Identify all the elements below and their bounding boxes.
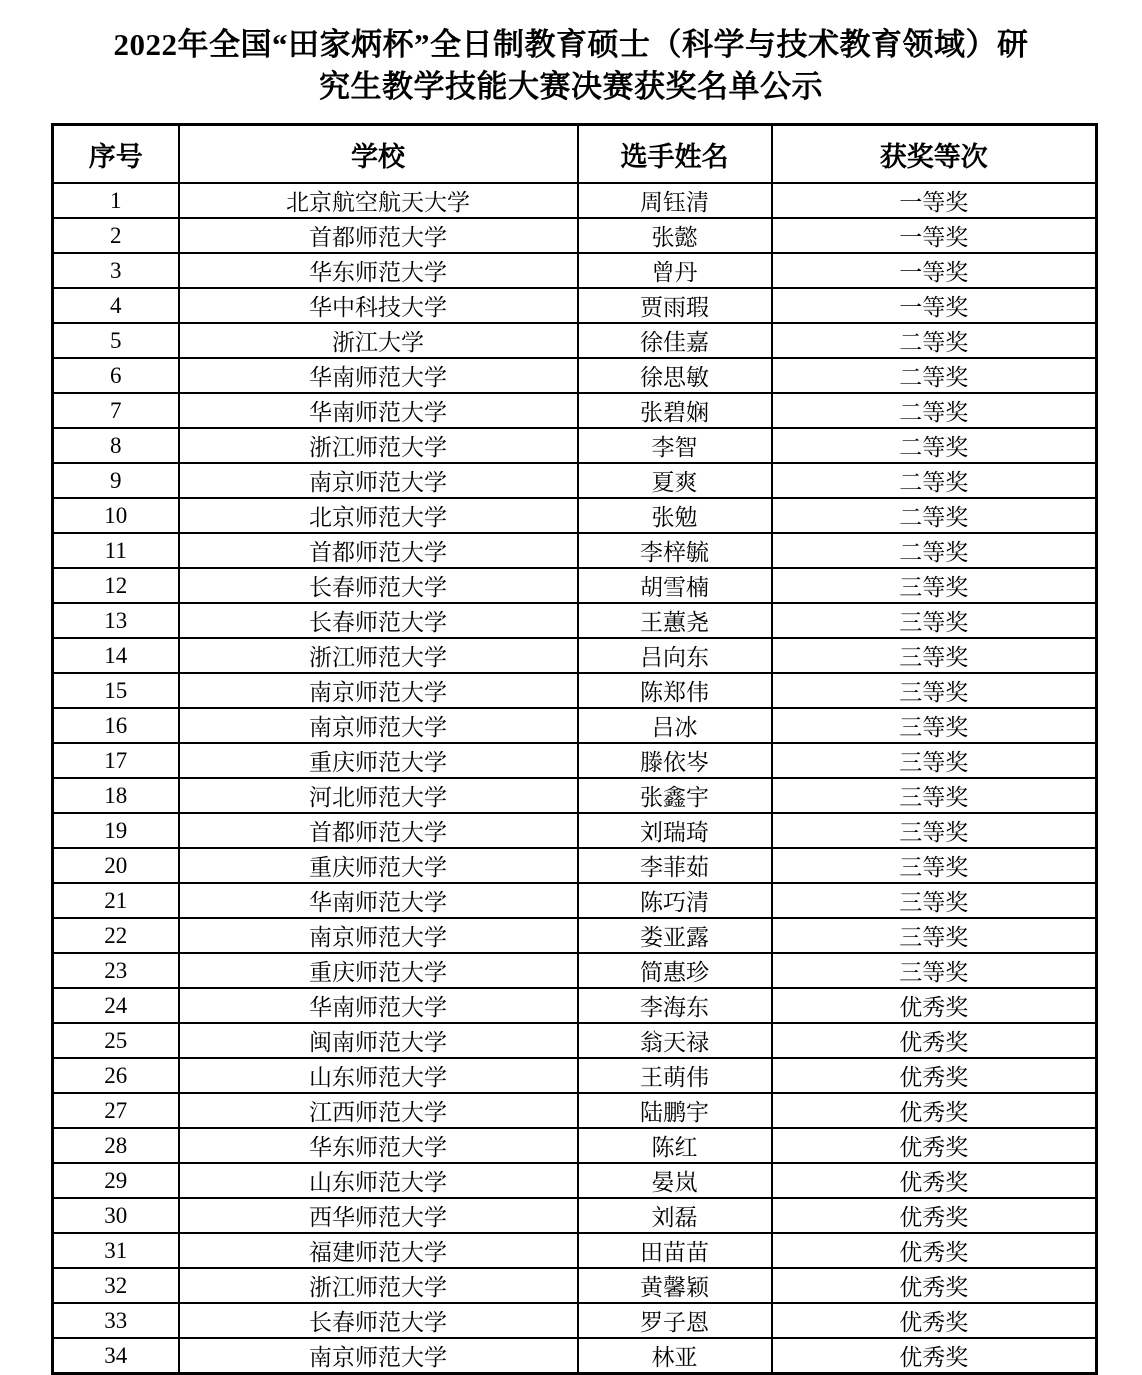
cell-school: 重庆师范大学 bbox=[179, 848, 578, 883]
cell-award-level: 一等奖 bbox=[772, 253, 1097, 288]
cell-serial-number: 28 bbox=[53, 1128, 179, 1163]
cell-award-level: 二等奖 bbox=[772, 533, 1097, 568]
cell-award-level: 一等奖 bbox=[772, 183, 1097, 218]
cell-award-level: 三等奖 bbox=[772, 883, 1097, 918]
cell-award-level: 三等奖 bbox=[772, 673, 1097, 708]
cell-serial-number: 19 bbox=[53, 813, 179, 848]
table-row bbox=[53, 218, 1097, 253]
cell-school: 福建师范大学 bbox=[179, 1233, 578, 1268]
cell-serial-number: 23 bbox=[53, 953, 179, 988]
cell-award-level: 二等奖 bbox=[772, 463, 1097, 498]
cell-school: 江西师范大学 bbox=[179, 1093, 578, 1128]
table-row bbox=[53, 323, 1097, 358]
cell-serial-number: 2 bbox=[53, 218, 179, 253]
cell-award-level: 优秀奖 bbox=[772, 1163, 1097, 1198]
cell-school: 首都师范大学 bbox=[179, 813, 578, 848]
table-row bbox=[53, 778, 1097, 813]
cell-contestant-name: 李智 bbox=[578, 428, 772, 463]
cell-award-level: 三等奖 bbox=[772, 708, 1097, 743]
cell-contestant-name: 刘磊 bbox=[578, 1198, 772, 1233]
cell-school: 南京师范大学 bbox=[179, 918, 578, 953]
cell-award-level: 三等奖 bbox=[772, 918, 1097, 953]
cell-award-level: 优秀奖 bbox=[772, 1303, 1097, 1338]
table-row bbox=[53, 1233, 1097, 1268]
cell-school: 山东师范大学 bbox=[179, 1058, 578, 1093]
header-serial-number: 序号 bbox=[53, 125, 179, 184]
cell-contestant-name: 徐思敏 bbox=[578, 358, 772, 393]
cell-school: 浙江师范大学 bbox=[179, 428, 578, 463]
table-body bbox=[53, 183, 1097, 1374]
table-row bbox=[53, 708, 1097, 743]
cell-contestant-name: 晏岚 bbox=[578, 1163, 772, 1198]
cell-school: 华南师范大学 bbox=[179, 358, 578, 393]
cell-contestant-name: 贾雨瑕 bbox=[578, 288, 772, 323]
cell-serial-number: 3 bbox=[53, 253, 179, 288]
table-row bbox=[53, 813, 1097, 848]
cell-award-level: 一等奖 bbox=[772, 288, 1097, 323]
cell-contestant-name: 王蕙尧 bbox=[578, 603, 772, 638]
cell-award-level: 二等奖 bbox=[772, 393, 1097, 428]
cell-award-level: 三等奖 bbox=[772, 813, 1097, 848]
cell-serial-number: 16 bbox=[53, 708, 179, 743]
cell-serial-number: 20 bbox=[53, 848, 179, 883]
cell-award-level: 二等奖 bbox=[772, 498, 1097, 533]
cell-award-level: 三等奖 bbox=[772, 848, 1097, 883]
table-row bbox=[53, 988, 1097, 1023]
table-row bbox=[53, 1023, 1097, 1058]
cell-serial-number: 12 bbox=[53, 568, 179, 603]
cell-serial-number: 33 bbox=[53, 1303, 179, 1338]
page-title bbox=[38, 24, 1104, 108]
cell-school: 南京师范大学 bbox=[179, 463, 578, 498]
cell-school: 南京师范大学 bbox=[179, 708, 578, 743]
document-page bbox=[0, 24, 1142, 1375]
header-award-level: 获奖等次 bbox=[772, 125, 1097, 184]
cell-contestant-name: 林亚 bbox=[578, 1338, 772, 1374]
table-row bbox=[53, 393, 1097, 428]
cell-award-level: 优秀奖 bbox=[772, 1023, 1097, 1058]
cell-school: 南京师范大学 bbox=[179, 1338, 578, 1374]
table-row bbox=[53, 673, 1097, 708]
cell-contestant-name: 黄馨颖 bbox=[578, 1268, 772, 1303]
table-row bbox=[53, 568, 1097, 603]
cell-school: 华东师范大学 bbox=[179, 1128, 578, 1163]
cell-serial-number: 18 bbox=[53, 778, 179, 813]
cell-contestant-name: 陆鹏宇 bbox=[578, 1093, 772, 1128]
cell-school: 华中科技大学 bbox=[179, 288, 578, 323]
header-contestant-name: 选手姓名 bbox=[578, 125, 772, 184]
cell-contestant-name: 罗子恩 bbox=[578, 1303, 772, 1338]
cell-contestant-name: 张碧娴 bbox=[578, 393, 772, 428]
cell-serial-number: 25 bbox=[53, 1023, 179, 1058]
cell-contestant-name: 王萌伟 bbox=[578, 1058, 772, 1093]
cell-school: 浙江大学 bbox=[179, 323, 578, 358]
table-row bbox=[53, 428, 1097, 463]
cell-award-level: 优秀奖 bbox=[772, 1128, 1097, 1163]
cell-school: 华南师范大学 bbox=[179, 988, 578, 1023]
cell-award-level: 二等奖 bbox=[772, 428, 1097, 463]
cell-award-level: 优秀奖 bbox=[772, 1233, 1097, 1268]
cell-contestant-name: 娄亚露 bbox=[578, 918, 772, 953]
table-row bbox=[53, 533, 1097, 568]
cell-award-level: 优秀奖 bbox=[772, 1338, 1097, 1374]
awards-table bbox=[51, 123, 1098, 1375]
cell-school: 华东师范大学 bbox=[179, 253, 578, 288]
table-row bbox=[53, 1198, 1097, 1233]
cell-serial-number: 5 bbox=[53, 323, 179, 358]
cell-contestant-name: 夏爽 bbox=[578, 463, 772, 498]
cell-award-level: 优秀奖 bbox=[772, 988, 1097, 1023]
header-school: 学校 bbox=[179, 125, 578, 184]
cell-award-level: 优秀奖 bbox=[772, 1198, 1097, 1233]
cell-contestant-name: 吕冰 bbox=[578, 708, 772, 743]
cell-serial-number: 26 bbox=[53, 1058, 179, 1093]
cell-school: 长春师范大学 bbox=[179, 1303, 578, 1338]
cell-contestant-name: 简惠珍 bbox=[578, 953, 772, 988]
table-row bbox=[53, 638, 1097, 673]
cell-contestant-name: 张勉 bbox=[578, 498, 772, 533]
cell-contestant-name: 李菲茹 bbox=[578, 848, 772, 883]
cell-contestant-name: 陈郑伟 bbox=[578, 673, 772, 708]
cell-school: 华南师范大学 bbox=[179, 883, 578, 918]
cell-contestant-name: 周钰清 bbox=[578, 183, 772, 218]
table-row bbox=[53, 1303, 1097, 1338]
cell-serial-number: 6 bbox=[53, 358, 179, 393]
cell-serial-number: 29 bbox=[53, 1163, 179, 1198]
cell-award-level: 二等奖 bbox=[772, 358, 1097, 393]
page-title-line-2: 究生教学技能大赛决赛获奖名单公示 bbox=[319, 69, 823, 104]
cell-award-level: 三等奖 bbox=[772, 638, 1097, 673]
table-row bbox=[53, 253, 1097, 288]
cell-serial-number: 9 bbox=[53, 463, 179, 498]
table-row bbox=[53, 463, 1097, 498]
cell-award-level: 三等奖 bbox=[772, 778, 1097, 813]
table-row bbox=[53, 358, 1097, 393]
cell-award-level: 三等奖 bbox=[772, 568, 1097, 603]
table-header-row bbox=[53, 125, 1097, 184]
cell-award-level: 三等奖 bbox=[772, 743, 1097, 778]
cell-school: 浙江师范大学 bbox=[179, 1268, 578, 1303]
cell-contestant-name: 曾丹 bbox=[578, 253, 772, 288]
cell-school: 首都师范大学 bbox=[179, 218, 578, 253]
table-row bbox=[53, 1163, 1097, 1198]
table-row bbox=[53, 498, 1097, 533]
cell-award-level: 优秀奖 bbox=[772, 1093, 1097, 1128]
table-row bbox=[53, 603, 1097, 638]
table-row bbox=[53, 1093, 1097, 1128]
cell-school: 长春师范大学 bbox=[179, 603, 578, 638]
cell-serial-number: 8 bbox=[53, 428, 179, 463]
cell-serial-number: 1 bbox=[53, 183, 179, 218]
page-title-line-1: 2022年全国“田家炳杯”全日制教育硕士（科学与技术教育领域）研 bbox=[113, 27, 1029, 62]
cell-school: 山东师范大学 bbox=[179, 1163, 578, 1198]
cell-serial-number: 15 bbox=[53, 673, 179, 708]
cell-contestant-name: 李梓毓 bbox=[578, 533, 772, 568]
table-row bbox=[53, 1338, 1097, 1374]
cell-contestant-name: 陈巧清 bbox=[578, 883, 772, 918]
cell-school: 西华师范大学 bbox=[179, 1198, 578, 1233]
cell-contestant-name: 胡雪楠 bbox=[578, 568, 772, 603]
cell-award-level: 一等奖 bbox=[772, 218, 1097, 253]
cell-school: 北京师范大学 bbox=[179, 498, 578, 533]
cell-school: 重庆师范大学 bbox=[179, 743, 578, 778]
table-row bbox=[53, 918, 1097, 953]
cell-contestant-name: 刘瑞琦 bbox=[578, 813, 772, 848]
table-row bbox=[53, 1268, 1097, 1303]
table-row bbox=[53, 883, 1097, 918]
cell-contestant-name: 张懿 bbox=[578, 218, 772, 253]
cell-serial-number: 24 bbox=[53, 988, 179, 1023]
table-row bbox=[53, 1128, 1097, 1163]
cell-serial-number: 31 bbox=[53, 1233, 179, 1268]
cell-award-level: 三等奖 bbox=[772, 953, 1097, 988]
cell-serial-number: 21 bbox=[53, 883, 179, 918]
cell-serial-number: 13 bbox=[53, 603, 179, 638]
table-row bbox=[53, 183, 1097, 218]
table-row bbox=[53, 288, 1097, 323]
cell-school: 浙江师范大学 bbox=[179, 638, 578, 673]
table-row bbox=[53, 953, 1097, 988]
cell-serial-number: 22 bbox=[53, 918, 179, 953]
cell-serial-number: 17 bbox=[53, 743, 179, 778]
cell-serial-number: 27 bbox=[53, 1093, 179, 1128]
cell-school: 长春师范大学 bbox=[179, 568, 578, 603]
cell-contestant-name: 陈红 bbox=[578, 1128, 772, 1163]
table-row bbox=[53, 848, 1097, 883]
cell-school: 华南师范大学 bbox=[179, 393, 578, 428]
cell-school: 重庆师范大学 bbox=[179, 953, 578, 988]
cell-contestant-name: 翁天禄 bbox=[578, 1023, 772, 1058]
table-row bbox=[53, 743, 1097, 778]
cell-contestant-name: 张鑫宇 bbox=[578, 778, 772, 813]
cell-award-level: 三等奖 bbox=[772, 603, 1097, 638]
cell-school: 闽南师范大学 bbox=[179, 1023, 578, 1058]
cell-contestant-name: 田苗苗 bbox=[578, 1233, 772, 1268]
cell-award-level: 优秀奖 bbox=[772, 1058, 1097, 1093]
cell-award-level: 优秀奖 bbox=[772, 1268, 1097, 1303]
cell-school: 河北师范大学 bbox=[179, 778, 578, 813]
cell-award-level: 二等奖 bbox=[772, 323, 1097, 358]
cell-serial-number: 7 bbox=[53, 393, 179, 428]
cell-school: 首都师范大学 bbox=[179, 533, 578, 568]
cell-serial-number: 14 bbox=[53, 638, 179, 673]
cell-contestant-name: 滕依岑 bbox=[578, 743, 772, 778]
cell-serial-number: 34 bbox=[53, 1338, 179, 1374]
cell-contestant-name: 徐佳嘉 bbox=[578, 323, 772, 358]
cell-contestant-name: 吕向东 bbox=[578, 638, 772, 673]
cell-serial-number: 4 bbox=[53, 288, 179, 323]
table-row bbox=[53, 1058, 1097, 1093]
cell-contestant-name: 李海东 bbox=[578, 988, 772, 1023]
cell-serial-number: 32 bbox=[53, 1268, 179, 1303]
cell-school: 北京航空航天大学 bbox=[179, 183, 578, 218]
cell-school: 南京师范大学 bbox=[179, 673, 578, 708]
cell-serial-number: 10 bbox=[53, 498, 179, 533]
cell-serial-number: 30 bbox=[53, 1198, 179, 1233]
cell-serial-number: 11 bbox=[53, 533, 179, 568]
